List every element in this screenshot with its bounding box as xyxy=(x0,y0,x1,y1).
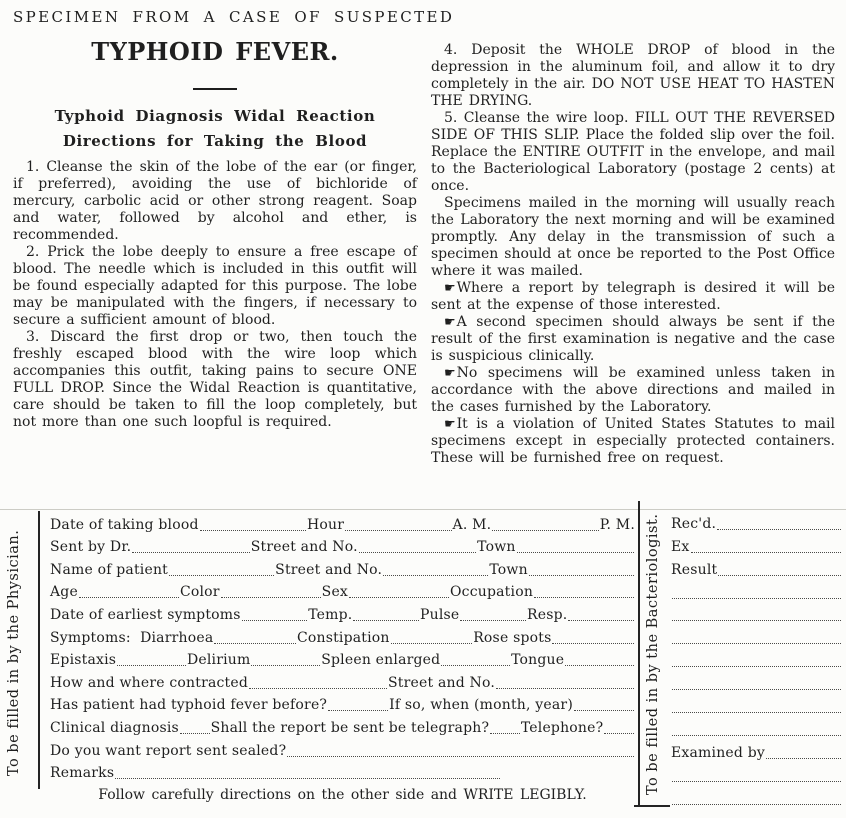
field-label: Constipation xyxy=(296,629,390,646)
dotted-fill-line xyxy=(574,710,634,711)
form-row xyxy=(50,738,635,761)
field-label: Sent by Dr. xyxy=(50,539,132,556)
page-title: TYPHOID FEVER. xyxy=(91,37,339,66)
dotted-fill-line xyxy=(691,552,841,553)
field-label: Age xyxy=(50,584,78,601)
dotted-fill-line xyxy=(345,530,451,531)
dotted-fill-line xyxy=(115,778,500,779)
field-label: Hour xyxy=(307,516,345,533)
dotted-fill-line xyxy=(441,665,510,666)
direction-paragraph: ☛A second specimen should always be sent if the result of the first examination is negative and the case is suspicious clinically. xyxy=(431,314,835,364)
dotted-fill-line xyxy=(604,733,634,734)
direction-paragraph: 3. Discard the first drop or two, then touch the freshly escaped blood with the wire loop which accompanies this outfit, taking pains to secure ONE FULL DROP. Since the Widal Reaction is quantitative, care should be taken to fill the loop completely, but not more than one such loopful is required. xyxy=(13,329,417,430)
dotted-fill-line xyxy=(534,597,634,598)
field-label: If so, when (month, year) xyxy=(389,697,573,714)
form-row xyxy=(671,763,842,786)
dotted-fill-line xyxy=(391,643,473,644)
form-row xyxy=(50,580,635,603)
bacteriologist-form xyxy=(671,511,842,809)
field-label: Has patient had typhoid fever before? xyxy=(50,697,328,714)
dotted-fill-line xyxy=(718,575,841,576)
field-label: Sex xyxy=(321,584,349,601)
field-label: How and where contracted xyxy=(50,674,249,691)
form-row xyxy=(671,557,842,580)
field-label: Ex xyxy=(671,538,690,555)
manicule-icon: ☛ xyxy=(444,366,456,381)
dotted-fill-line xyxy=(349,597,449,598)
field-label: Pulse xyxy=(420,606,460,623)
form-row xyxy=(671,786,842,809)
direction-paragraph: 2. Prick the lobe deeply to ensure a free escape of blood. The needle which is included in this outfit will be found especially adapted for this purpose. The lobe may be manipulated with the fingers, if necessary to secure a sufficient amount of blood. xyxy=(13,244,417,328)
field-label: Resp. xyxy=(526,606,568,623)
field-label: Color xyxy=(179,584,220,601)
field-label: Spleen enlarged xyxy=(321,652,441,669)
form-row xyxy=(671,603,842,626)
physician-divider-rule xyxy=(38,511,40,789)
physician-form xyxy=(50,512,635,783)
field-label: Delirium xyxy=(186,652,251,669)
direction-paragraph: ☛Where a report by telegraph is desired it will be sent at the expense of those interested. xyxy=(431,280,835,313)
form-row xyxy=(50,648,635,671)
field-label: Shall the report be sent be telegraph? xyxy=(210,719,490,736)
dotted-fill-line xyxy=(717,529,841,530)
dotted-fill-line xyxy=(552,643,634,644)
dotted-fill-line xyxy=(383,575,488,576)
dotted-fill-line xyxy=(529,575,634,576)
field-label: Town xyxy=(489,561,528,578)
subtitle-directions: Directions for Taking the Blood xyxy=(62,132,368,150)
direction-paragraph: 5. Cleanse the wire loop. FILL OUT THE REVERSED SIDE OF THIS SLIP. Place the folded slip over the foil. Replace the ENTIRE OUTFIT in the envelope, and mail to the Bacteriological Laboratory (postage 2 cents) at once. xyxy=(431,110,835,194)
dotted-fill-line xyxy=(672,804,841,805)
form-row xyxy=(671,648,842,671)
directions-right-column xyxy=(424,6,842,495)
form-row xyxy=(50,693,635,716)
direction-paragraph: 4. Deposit the WHOLE DROP of blood in the depression in the aluminum foil, and allow it to dry completely in the air. DO NOT USE HEAT TO HASTEN THE DRYING. xyxy=(431,42,835,109)
dotted-fill-line xyxy=(251,665,320,666)
form-footer-note: Follow carefully directions on the other side and WRITE LEGIBLY. xyxy=(98,787,587,803)
field-label: Telephone? xyxy=(520,719,604,736)
manicule-icon: ☛ xyxy=(444,417,456,432)
form-row xyxy=(671,625,842,648)
dotted-fill-line xyxy=(117,665,186,666)
field-label: Date of taking blood xyxy=(50,516,199,533)
dotted-fill-line xyxy=(169,575,274,576)
field-label: Date of earliest symptoms xyxy=(50,606,241,623)
bacteriologist-sidebar-label: To be filled in by the Bacteriologist. xyxy=(645,513,661,795)
form-row xyxy=(50,512,635,535)
physician-sidebar-label: To be filled in by the Physician. xyxy=(6,529,22,777)
form-row xyxy=(671,511,842,534)
dotted-fill-line xyxy=(328,710,388,711)
title-divider xyxy=(193,88,237,90)
field-label: Remarks xyxy=(50,765,115,782)
field-label: Do you want report sent sealed? xyxy=(50,742,287,759)
field-label: Result xyxy=(671,561,718,578)
form-section xyxy=(0,495,846,818)
dotted-fill-line xyxy=(214,643,296,644)
field-label: Street and No. xyxy=(275,561,383,578)
manicule-icon: ☛ xyxy=(444,281,456,296)
right-paragraphs xyxy=(431,42,835,467)
dotted-fill-line xyxy=(496,688,634,689)
dotted-fill-line xyxy=(672,712,841,713)
subtitle-widal-reaction: Typhoid Diagnosis Widal Reaction xyxy=(54,107,376,125)
dotted-fill-line xyxy=(568,620,634,621)
form-row xyxy=(50,625,635,648)
dotted-fill-line xyxy=(132,552,249,553)
dotted-fill-line xyxy=(460,620,526,621)
dotted-fill-line xyxy=(492,530,598,531)
bacteriologist-divider-rule xyxy=(638,501,640,807)
field-label: Rec'd. xyxy=(671,515,717,532)
field-label: Name of patient xyxy=(50,561,169,578)
form-row xyxy=(671,534,842,557)
dotted-fill-line xyxy=(200,530,306,531)
direction-paragraph: 1. Cleanse the skin of the lobe of the ear (or finger, if preferred), avoiding the use of bichloride of mercury, carbolic acid or other strong reagent. Soap and water, followed by alcohol and ether, is recommended. xyxy=(13,159,417,243)
form-row xyxy=(50,761,635,784)
field-label: Epistaxis xyxy=(50,652,117,669)
bacteriologist-rule-base xyxy=(634,805,670,807)
dotted-fill-line xyxy=(221,597,321,598)
dotted-fill-line xyxy=(180,733,210,734)
directions-left-column xyxy=(6,6,455,495)
dotted-fill-line xyxy=(672,666,841,667)
dotted-fill-line xyxy=(353,620,419,621)
direction-paragraph: ☛No specimens will be examined unless taken in accordance with the above directions and mailed in the cases furnished by the Laboratory. xyxy=(431,365,835,415)
dotted-fill-line xyxy=(490,733,520,734)
dotted-fill-line xyxy=(672,643,841,644)
field-label: Temp. xyxy=(308,606,353,623)
direction-paragraph: ☛It is a violation of United States Statutes to mail specimens except in especially protected containers. These will be furnished free on request. xyxy=(431,416,835,466)
field-label: Town xyxy=(477,539,516,556)
dotted-fill-line xyxy=(672,689,841,690)
direction-paragraph: Specimens mailed in the morning will usually reach the Laboratory the next morning and will be examined promptly. Any delay in the transmission of such a specimen should at once be reported to the Post Office where it was mailed. xyxy=(431,195,835,279)
dotted-fill-line xyxy=(766,758,841,759)
field-label: P. M. xyxy=(599,516,635,533)
dotted-fill-line xyxy=(672,598,841,599)
dotted-fill-line xyxy=(242,620,308,621)
field-label: Street and No. xyxy=(388,674,496,691)
form-row xyxy=(671,717,842,740)
field-label: Tongue xyxy=(511,652,565,669)
dotted-fill-line xyxy=(287,756,634,757)
dotted-fill-line xyxy=(672,781,841,782)
dotted-fill-line xyxy=(359,552,476,553)
form-row xyxy=(671,740,842,763)
manicule-icon: ☛ xyxy=(444,315,456,330)
field-label: A. M. xyxy=(452,516,492,533)
form-row xyxy=(50,557,635,580)
form-row xyxy=(671,671,842,694)
form-row xyxy=(50,670,635,693)
form-row xyxy=(671,694,842,717)
field-label: Rose spots xyxy=(473,629,552,646)
dotted-fill-line xyxy=(79,597,179,598)
form-top-rule xyxy=(0,509,846,510)
field-label: Occupation xyxy=(450,584,534,601)
field-label: Examined by xyxy=(671,744,765,761)
dotted-fill-line xyxy=(249,688,387,689)
dotted-fill-line xyxy=(565,665,634,666)
kicker-line: SPECIMEN FROM A CASE OF SUSPECTED xyxy=(13,8,455,26)
field-label: Symptoms: Diarrhoea xyxy=(50,629,214,646)
form-row xyxy=(50,535,635,558)
dotted-fill-line xyxy=(517,552,634,553)
dotted-fill-line xyxy=(672,620,841,621)
left-paragraphs xyxy=(13,159,417,431)
form-row xyxy=(50,602,635,625)
dotted-fill-line xyxy=(672,735,841,736)
field-label: Street and No. xyxy=(250,539,358,556)
field-label: Clinical diagnosis xyxy=(50,719,179,736)
form-row xyxy=(671,580,842,603)
form-row xyxy=(50,715,635,738)
